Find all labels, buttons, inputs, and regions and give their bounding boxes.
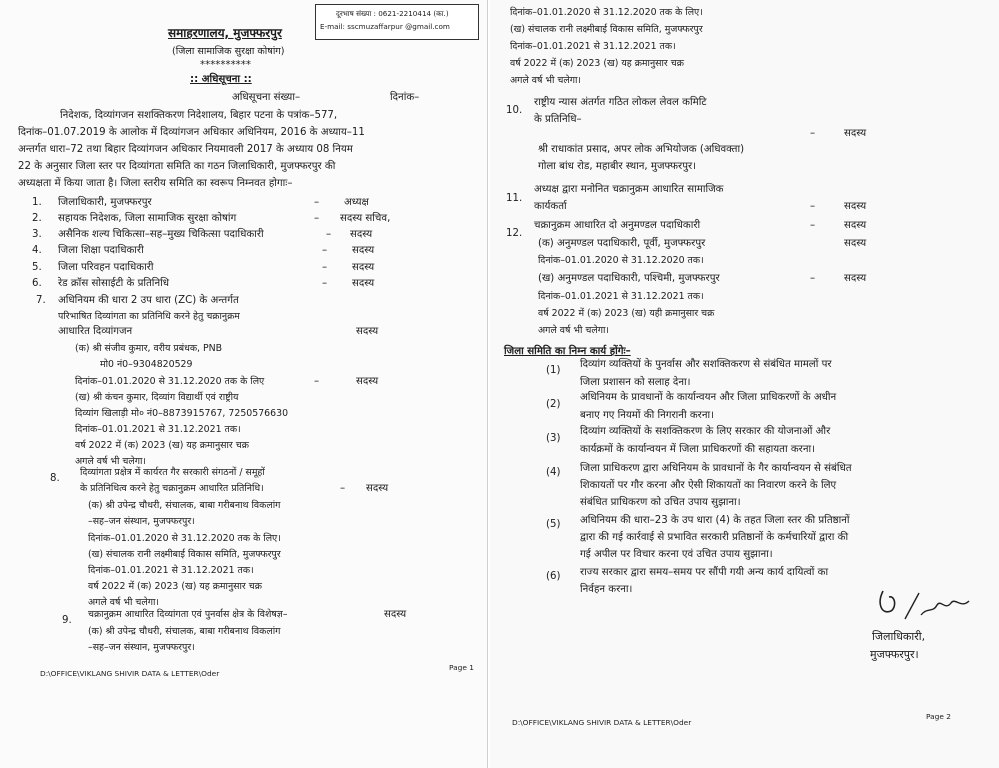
item-7-line: (ख) श्री कंचन कुमार, दिव्यांग विद्यार्थी एवं राष्ट्रीय — [75, 392, 239, 403]
item-11-line: अध्यक्ष द्वारा मनोनित चक्रानुक्रम आधारित सामाजिक — [534, 184, 724, 195]
item-12-line: चक्रानुक्रम आधारित दो अनुमण्डल पदाधिकारी — [534, 220, 701, 231]
item-10-number: 10. — [506, 105, 523, 116]
item-12-role: सदस्य — [844, 238, 867, 249]
item-10-line: के प्रतिनिधि– — [534, 114, 582, 125]
function-line: दिव्यांग व्यक्तियों के पुनर्वास और सशक्तिकरण से संबंधित मामलों पर — [580, 359, 832, 370]
notification-heading: :: अधिसूचना :: — [190, 74, 252, 85]
item-7-line: परिभाषित दिव्यांगता का प्रतिनिधि करने हेतु चक्रानुक्रम — [58, 311, 240, 322]
member-name: जिला शिक्षा पदाधिकारी — [58, 245, 144, 256]
function-number: (2) — [546, 399, 561, 410]
function-line: अधिनियम की धारा–23 के उप धारा (4) के तहत जिला स्तर की प्रतिष्ठानों — [580, 515, 850, 526]
item-11-dash: – — [810, 201, 816, 212]
member-number: 3. — [32, 229, 42, 240]
functions-heading: जिला समिति का निम्न कार्य होंगेः– — [504, 346, 631, 357]
notification-number: अधिसूचना संख्या– — [232, 92, 301, 103]
member-number: 1. — [32, 197, 42, 208]
item-7-line: अधिनियम की धारा 2 उप धारा (ZC) के अन्तर्गत — [58, 295, 239, 306]
intro-line: दिनांक–01.07.2019 के आलोक में दिव्यांगजन अधिकार अधिनियम, 2016 के अध्याय–11 — [18, 127, 365, 138]
item-9-line: (क) श्री उपेन्द्र चौधरी, संचालक, बाबा गरीबनाथ विकलांग — [88, 626, 281, 637]
member-dash: – — [326, 229, 332, 240]
item-7-role: सदस्य — [356, 326, 379, 337]
item-10-line: गोला बांध रोड, महाबीर स्थान, मुजफ्फरपुर। — [538, 161, 697, 172]
member-number: 5. — [32, 262, 42, 273]
notification-date: दिनांक– — [390, 92, 420, 103]
item-11-number: 11. — [506, 193, 523, 204]
item-11-role: सदस्य — [844, 201, 867, 212]
page-2 — [490, 0, 999, 768]
item-8-dash: – — [340, 483, 346, 494]
function-line: द्वारा की गई कार्रवाई से प्रभावित सरकारी प्रतिष्ठानों के कर्मचारियों द्वारा की — [580, 532, 849, 543]
page-1 — [0, 0, 488, 768]
function-number: (6) — [546, 571, 561, 582]
contact-box — [315, 4, 479, 40]
function-line: जिला प्राधिकरण द्वारा अधिनियम के प्रावधानों के गैर कार्यान्वयन से संबंधित — [580, 463, 852, 474]
item-10-role: सदस्य — [844, 128, 867, 139]
item-10-dash: – — [810, 128, 816, 139]
item-11-line: कार्यकर्ता — [534, 201, 567, 212]
item-12-dash: – — [810, 273, 816, 284]
member-dash: – — [314, 197, 320, 208]
cell-subtitle: (जिला सामाजिक सुरक्षा कोषांग) — [172, 46, 285, 57]
member-role: सदस्य सचिव, — [340, 213, 391, 224]
intro-line: अन्तर्गत धारा–72 तथा बिहार दिव्यांगजन अधिकार नियमावली 2017 के अध्याय 08 नियम — [18, 144, 353, 155]
member-number: 4. — [32, 245, 42, 256]
item-9-role: सदस्य — [384, 609, 407, 620]
function-line: जिला प्रशासन को सलाह देना। — [580, 377, 691, 388]
item-7-date: दिनांक–01.01.2020 से 31.12.2020 तक के लिए — [75, 376, 265, 387]
member-role: सदस्य — [352, 278, 375, 289]
item-12-role: सदस्य — [844, 220, 867, 231]
stars-divider: ********** — [200, 60, 251, 71]
function-line: शिकायतों पर गौर करना और ऐसी शिकायतों का निवारण करने के लिए — [580, 480, 837, 491]
item-8-line: वर्ष 2022 में (क) 2023 (ख) यह क्रमानुसार चक्र — [88, 581, 262, 592]
item-8-line: अगले वर्ष भी चलेगा। — [88, 597, 159, 608]
function-line: संबंधित प्राधिकरण को उचित उपाय सुझाना। — [580, 497, 741, 508]
page-number: Page 2 — [926, 712, 951, 721]
item-7-line: अगले वर्ष भी चलेगा। — [75, 456, 146, 467]
member-role: सदस्य — [352, 245, 375, 256]
item-12-date: दिनांक–01.01.2021 से 31.12.2021 तक। — [538, 291, 704, 302]
member-dash: – — [314, 213, 320, 224]
item-7-line: (क) श्री संजीव कुमार, वरीय प्रबंधक, PNB — [75, 343, 223, 354]
member-name: सहायक निदेशक, जिला सामाजिक सुरक्षा कोषांग — [58, 213, 237, 224]
item-7-line: आधारित दिव्यांगजन — [58, 326, 133, 337]
member-role: सदस्य — [350, 229, 373, 240]
function-number: (5) — [546, 519, 561, 530]
footer-path: D:\OFFICE\VIKLANG SHIVIR DATA & LETTER\Oder — [512, 718, 692, 727]
item-9-line: –सह–जन संस्थान, मुजफ्फरपुर। — [88, 642, 195, 653]
function-line: बनाए गए नियमों की निगरानी करना। — [580, 410, 714, 421]
item-7-line: दिव्यांग खिलाड़ी मो० नं0–8873915767, 7250576630 — [75, 408, 289, 419]
item-8-line: –सह–जन संस्थान, मुजफ्फरपुर। — [88, 516, 195, 527]
item-8-number: 8. — [50, 473, 60, 484]
item-10-line: श्री राधाकांत प्रसाद, अपर लोक अभियोजक (अधिवक्ता) — [538, 144, 745, 155]
member-name: जिलाधिकारी, मुजफ्फरपुर — [58, 197, 152, 208]
member-number: 2. — [32, 213, 42, 224]
item-7-number: 7. — [36, 295, 46, 306]
function-line: अधिनियम के प्रावधानों के कार्यान्वयन और जिला प्राधिकरणों के अधीन — [580, 392, 837, 403]
member-dash: – — [322, 245, 328, 256]
item-8-line: के प्रतिनिधित्व करने हेतु चक्रानुक्रम आधारित प्रतिनिधि। — [80, 483, 264, 494]
member-role: अध्यक्ष — [344, 197, 369, 208]
item-7-date: दिनांक–01.01.2021 से 31.12.2021 तक। — [75, 424, 241, 435]
member-name: रेड क्रॉस सोसाईटी के प्रतिनिधि — [58, 278, 170, 289]
item-12-dash: – — [810, 220, 816, 231]
item-9-number: 9. — [62, 615, 72, 626]
item-8-line: (क) श्री उपेन्द्र चौधरी, संचालक, बाबा गरीबनाथ विकलांग — [88, 500, 281, 511]
item-12-line: वर्ष 2022 में (क) 2023 (ख) यही क्रमानुसार चक्र — [538, 308, 715, 319]
item-7-dash: – — [314, 376, 320, 387]
member-number: 6. — [32, 278, 42, 289]
page-number: Page 1 — [449, 663, 474, 672]
item-7-role: सदस्य — [356, 376, 379, 387]
item-10-line: राष्ट्रीय न्यास अंतर्गत गठित लोकल लेवल कमिटि — [534, 97, 707, 108]
item-7-line: वर्ष 2022 में (क) 2023 (ख) यह क्रमानुसार चक्र — [75, 440, 249, 451]
function-number: (4) — [546, 467, 561, 478]
item-12-role: सदस्य — [844, 273, 867, 284]
continued-date: दिनांक–01.01.2020 से 31.12.2020 तक के लिए। — [510, 7, 703, 18]
item-8-line: (ख) संचालक रानी लक्ष्मीबाई विकास समिति, मुजफ्फरपुर — [88, 549, 281, 560]
continued-line: वर्ष 2022 में (क) 2023 (ख) यह क्रमानुसार चक्र — [510, 58, 684, 69]
continued-line: अगले वर्ष भी चलेगा। — [510, 75, 581, 86]
intro-line: 22 के अनुसार जिला स्तर पर दिव्यांगता समिति का गठन जिलाधिकारी, मुजफ्फरपुर की — [18, 161, 336, 172]
office-title: समाहरणालय, मुजफ्फरपुर — [168, 26, 282, 40]
item-7-mobile: मो0 नं0–9304820529 — [100, 359, 193, 370]
signatory-place: मुजफ्फरपुर। — [870, 648, 919, 661]
member-dash: – — [322, 278, 328, 289]
email-text: E-mail: sscmuzaffarpur @gmail.com — [320, 22, 450, 31]
function-line: राज्य सरकार द्वारा समय–समय पर सौंपी गयी अन्य कार्य दायित्वों का — [580, 567, 829, 578]
item-8-role: सदस्य — [366, 483, 389, 494]
member-name: जिला परिवहन पदाधिकारी — [58, 262, 154, 273]
item-8-line: दिव्यांगता प्रक्षेत्र में कार्यरत गैर सरकारी संगठनों / समूहों — [80, 467, 265, 478]
continued-line: (ख) संचालक रानी लक्ष्मीबाई विकास समिति, मुजफ्फरपुर — [510, 24, 703, 35]
item-12-line: (ख) अनुमण्डल पदाधिकारी, पश्चिमी, मुजफ्फरपुर — [538, 273, 720, 284]
member-role: सदस्य — [352, 262, 375, 273]
function-line: गई अपील पर विचार करना एवं उचित उपाय सुझाना। — [580, 549, 773, 560]
item-8-date: दिनांक–01.01.2020 से 31.12.2020 तक के लिए। — [88, 533, 281, 544]
item-12-date: दिनांक–01.01.2020 से 31.12.2020 तक। — [538, 255, 704, 266]
function-line: कार्यक्रमों के कार्यान्वयन में जिला प्राधिकरणों की सहायता करना। — [580, 444, 816, 455]
intro-line: अध्यक्षता में किया जाता है। जिला स्तरीय समिति का स्वरूप निम्नवत होगाः– — [18, 178, 293, 189]
member-name: असैनिक शल्य चिकित्सा–सह–मुख्य चिकित्सा पदाधिकारी — [58, 229, 264, 240]
phone-text: दूरभाष संख्या : 0621-2210414 (का.) — [336, 9, 449, 18]
signature-mark — [875, 585, 985, 635]
footer-path: D:\OFFICE\VIKLANG SHIVIR DATA & LETTER\Oder — [40, 669, 220, 678]
intro-line: निदेशक, दिव्यांगजन सशक्तिकरण निदेशालय, बिहार पटना के पत्रांक–577, — [60, 110, 338, 121]
signatory-designation: जिलाधिकारी, — [872, 630, 926, 643]
function-line: निर्वहन करना। — [580, 584, 633, 595]
continued-date: दिनांक–01.01.2021 से 31.12.2021 तक। — [510, 41, 676, 52]
member-dash: – — [322, 262, 328, 273]
function-number: (3) — [546, 433, 561, 444]
item-12-line: अगले वर्ष भी चलेगा। — [538, 325, 609, 336]
function-number: (1) — [546, 365, 561, 376]
item-9-line: चक्रानुक्रम आधारित दिव्यांगता एवं पुनर्वास क्षेत्र के विशेषज्ञ– — [88, 609, 288, 620]
item-12-line: (क) अनुमण्डल पदाधिकारी, पूर्वी, मुजफ्फरपुर — [538, 238, 706, 249]
function-line: दिव्यांग व्यक्तियों के सशक्तिकरण के लिए सरकार की योजनाओं और — [580, 426, 831, 437]
item-12-number: 12. — [506, 228, 523, 239]
item-8-date: दिनांक–01.01.2021 से 31.12.2021 तक। — [88, 565, 254, 576]
